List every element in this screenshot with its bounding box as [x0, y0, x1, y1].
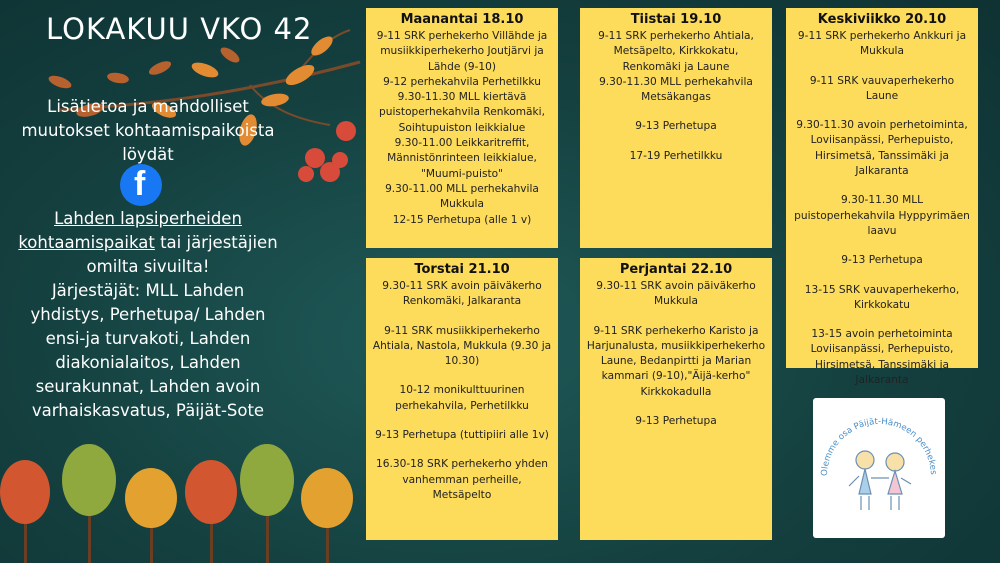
perhekeskus-logo	[813, 398, 945, 538]
logo-text: Olemme osa Päijät-Hämeen perhekes	[819, 416, 939, 477]
facebook-icon[interactable]: f	[120, 164, 162, 206]
event-item: 9-11 SRK perhekerho Villähde ja musiikkiperhekerho Joutjärvi ja Lähde (9-10)	[376, 30, 548, 73]
event-item: 13-15 SRK vauvaperhekerho, Kirkkokatu	[804, 283, 960, 311]
autumn-trees-illustration	[0, 430, 360, 563]
event-item: 17-19 Perhetilkku	[629, 149, 723, 162]
event-item: 9.30-11.00 Leikkaritreffit, Männistönrinteen leikkialue, "Muumi-puisto"	[387, 137, 537, 180]
event-item: 9-11 SRK perhekerho Ankkuri ja Mukkula	[797, 30, 967, 58]
organizers-text: Järjestäjät: MLL Lahden yhdistys, Perhetupa/ Lahden ensi-ja turvakoti, Lahden diakonialaitos, Lahden seurakunnat, Lahden avoin varhaiskasvatus, Päijät-Sote	[30, 281, 266, 420]
day-heading: Torstai 21.10	[414, 262, 510, 277]
event-item: 9.30-11 SRK avoin päiväkerho Mukkula	[596, 280, 756, 308]
event-item: 9.30-11.30 MLL kiertävä puistoperhekahvila Renkomäki, Soihtupuiston leikkialue	[379, 91, 545, 134]
event-item: 12-15 Perhetupa (alle 1 v)	[392, 213, 532, 226]
event-item: 9-11 SRK vauvaperhekerho Laune	[809, 74, 955, 102]
info-text: Lisätietoa ja mahdolliset muutokset kohtaamispaikoista löydät	[21, 97, 275, 164]
event-item: 9-13 Perhetupa	[841, 254, 923, 267]
event-item: 9-12 perhekahvila Perhetilkku	[383, 75, 541, 88]
day-card-tuesday	[580, 8, 772, 248]
links-block	[18, 207, 278, 423]
event-item: 9.30-11.00 MLL perhekahvila Mukkula	[385, 182, 539, 211]
event-item: 10-12 monikulttuurinen perhekahvila, Perhetilkku	[395, 384, 529, 412]
event-item: 16.30-18 SRK perhekerho yhden vanhemman perheille, Metsäpelto	[376, 458, 548, 501]
day-heading: Perjantai 22.10	[619, 262, 733, 277]
day-card-thursday	[366, 258, 558, 540]
logo-illustration	[813, 398, 945, 538]
event-item: 9-11 SRK musiikkiperhekerho Ahtiala, Nastola, Mukkula (9.30 ja 10.30)	[372, 324, 552, 368]
event-item: 9.30-11.30 MLL puistoperhekahvila Hyppyrimäen laavu	[794, 194, 970, 237]
page-title: LOKAKUU VKO 42	[46, 12, 313, 46]
day-card-wednesday	[786, 8, 978, 387]
day-heading: Maanantai 18.10	[400, 12, 524, 27]
kohtaamispaikat-link[interactable]: Lahden lapsiperheiden kohtaamispaikat	[18, 209, 242, 252]
event-item: 9-13 Perhetupa	[635, 415, 717, 428]
event-item: 9-11 SRK perhekerho Ahtiala, Metsäpelto, Kirkkokatu, Renkomäki ja Laune	[598, 30, 754, 73]
event-item: 9.30-11.30 MLL perhekahvila Metsäkangas	[599, 75, 753, 104]
event-item: 9.30-11.30 avoin perhetoiminta, Loviisanpässi, Perhepuisto, Hirsimetsä, Tanssimäki ja Jalkaranta	[796, 119, 968, 178]
event-item: 9.30-11 SRK avoin päiväkerho Renkomäki, Jalkaranta	[382, 280, 542, 308]
event-item: 9-13 Perhetupa (tuttipiiri alle 1v)	[375, 429, 549, 442]
day-heading: Keskiviikko 20.10	[817, 12, 947, 27]
event-item: 9-11 SRK perhekerho Karisto ja Harjunalusta, musiikkiperhekerho Laune, Bedanpirtti ja Marian kammari (9-10),"Äijä-kerho" Kirkkokadulla	[586, 324, 766, 398]
svg-text:Olemme osa Päijät-Hämeen perhe	[813, 398, 938, 476]
event-item: 13-15 avoin perhetoiminta Loviisanpässi, Perhepuisto, Hirsimetsä, Tanssimäki ja Jalkaranta	[810, 328, 954, 387]
day-card-friday	[580, 258, 772, 540]
link-tail-text: tai järjestäjien omilta sivuilta!	[86, 233, 278, 276]
day-card-monday	[366, 8, 558, 248]
day-heading: Tiistai 19.10	[630, 12, 722, 27]
event-item: 9-13 Perhetupa	[635, 120, 717, 133]
